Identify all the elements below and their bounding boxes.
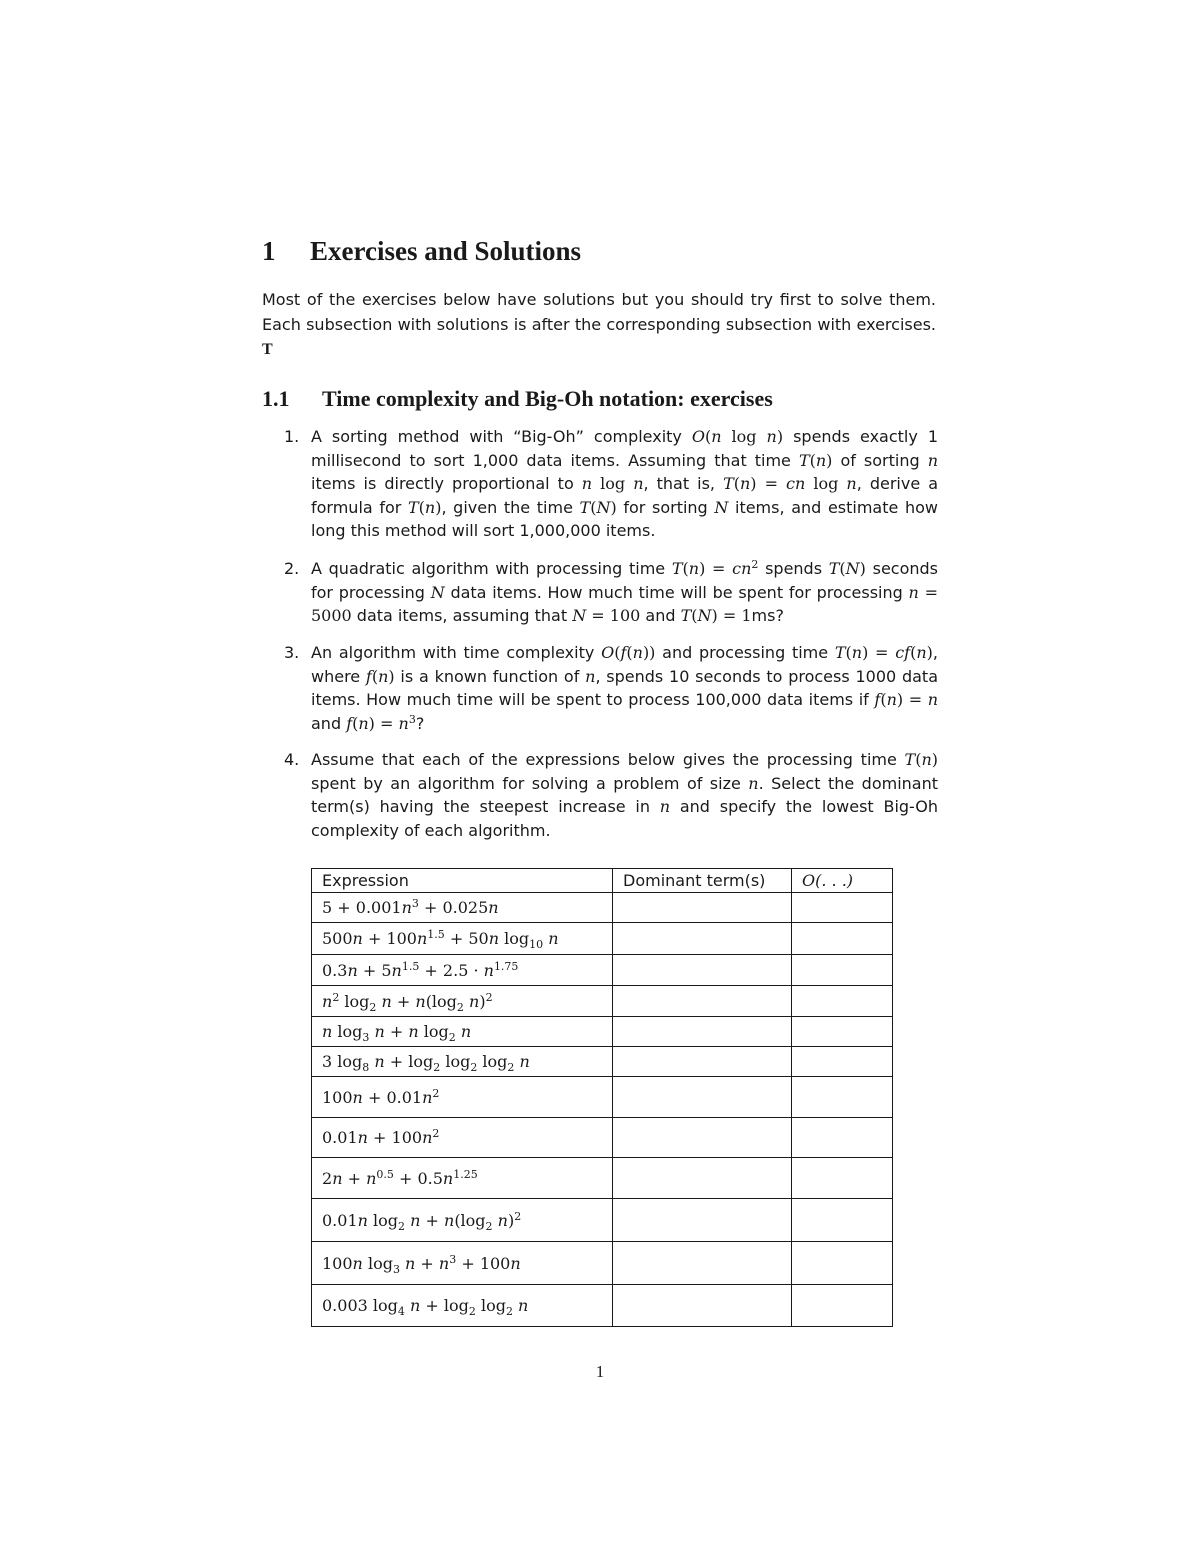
table-row bbox=[312, 1047, 893, 1077]
exercise-1 bbox=[284, 425, 938, 543]
expression-cell: $n^2$ $\log_2 n + n(\log_2$ n)$^2$ bbox=[312, 986, 613, 1017]
expression-cell: n $\log_3 n + n$ $\log_2 n$ bbox=[312, 1017, 613, 1047]
dominant-term-cell[interactable] bbox=[613, 1242, 792, 1285]
dominant-term-cell[interactable] bbox=[613, 1285, 792, 1327]
big-oh-cell[interactable] bbox=[792, 893, 893, 923]
big-oh-cell[interactable] bbox=[792, 986, 893, 1017]
dominant-term-cell[interactable] bbox=[613, 955, 792, 986]
big-oh-cell[interactable] bbox=[792, 1077, 893, 1118]
exercise-3 bbox=[284, 641, 938, 735]
column-header-big-oh: O(. . .) bbox=[792, 869, 893, 893]
expression-cell: 0.003 $\log_4 n + \log_2 \log_2 n$ bbox=[312, 1285, 613, 1327]
subsection-title: Time complexity and Big-Oh notation: exercises bbox=[322, 386, 773, 411]
dominant-term-cell[interactable] bbox=[613, 1017, 792, 1047]
exercise-number: 1. bbox=[284, 427, 300, 446]
big-oh-cell[interactable] bbox=[792, 1242, 893, 1285]
complexity-table bbox=[311, 868, 893, 1327]
big-oh-cell[interactable] bbox=[792, 955, 893, 986]
intro-paragraph bbox=[262, 288, 936, 363]
expression-cell: $5 + 0.001n^3 + 0.025n$ bbox=[312, 893, 613, 923]
dominant-term-cell[interactable] bbox=[613, 1199, 792, 1242]
table-row bbox=[312, 1017, 893, 1047]
subsection-number: 1.1 bbox=[262, 386, 290, 411]
big-oh-cell[interactable] bbox=[792, 923, 893, 955]
exercise-text: An algorithm with time complexity O(f(n)) and processing time T(n) = cf(n), where f(n) is a known function of n, spends 10 seconds to process 1000 data items. How much time will be spent to process 100,000 data items if f(n) = n and $f(n) = n^3$? bbox=[311, 643, 939, 733]
expression-cell: $0.3n + 5n^{1.5} + 2.5 \cdot n^{1.75}$ bbox=[312, 955, 613, 986]
column-header-dominant-terms: Dominant term(s) bbox=[613, 869, 792, 893]
dominant-term-cell[interactable] bbox=[613, 923, 792, 955]
dominant-term-cell[interactable] bbox=[613, 893, 792, 923]
exercise-text: Assume that each of the expressions below gives the processing time T(n) spent by an algorithm for solving a problem of size n. Select the dominant term(s) having the steepest increase in n and specify the lowest Big-Oh complexity of each algorithm. bbox=[311, 750, 939, 840]
dominant-term-cell[interactable] bbox=[613, 1077, 792, 1118]
expression-cell: $0.01n + 100n^2$ bbox=[312, 1118, 613, 1158]
exercise-text: A quadratic algorithm with processing time $T(n) = cn^2$ spends T(N) seconds for processing N data items. How much time will be spent for processing n = 5000 data items, assuming that N = 100 and T(N) = 1ms? bbox=[311, 558, 939, 625]
table-header-row bbox=[312, 869, 893, 893]
section-heading bbox=[262, 236, 962, 267]
subsection-heading bbox=[262, 386, 962, 412]
big-oh-cell[interactable] bbox=[792, 1199, 893, 1242]
dominant-term-cell[interactable] bbox=[613, 1047, 792, 1077]
table-row bbox=[312, 893, 893, 923]
expression-cell: $500n + 100n^{1.5} + 50n$ $\log_{10} n$ bbox=[312, 923, 613, 955]
section-number: 1 bbox=[262, 236, 276, 266]
big-oh-cell[interactable] bbox=[792, 1118, 893, 1158]
dominant-term-cell[interactable] bbox=[613, 986, 792, 1017]
big-oh-cell[interactable] bbox=[792, 1158, 893, 1199]
expression-cell: 100n $\log_3 n + n^3 + 100n$ bbox=[312, 1242, 613, 1285]
table-row bbox=[312, 1158, 893, 1199]
big-oh-cell[interactable] bbox=[792, 1017, 893, 1047]
dominant-term-cell[interactable] bbox=[613, 1118, 792, 1158]
table-row bbox=[312, 955, 893, 986]
table-row bbox=[312, 1285, 893, 1327]
expression-cell: 0.01n $\log_2 n + n(\log_2$ n)$^2$ bbox=[312, 1199, 613, 1242]
column-header-expression: Expression bbox=[312, 869, 613, 893]
expression-cell: 3 $\log_8 n + \log_2 \log_2 \log_2 n$ bbox=[312, 1047, 613, 1077]
exercise-2 bbox=[284, 557, 938, 628]
page-number: 1 bbox=[595, 1362, 605, 1381]
big-oh-cell[interactable] bbox=[792, 1047, 893, 1077]
intro-marker: T bbox=[262, 341, 273, 358]
table-row bbox=[312, 1242, 893, 1285]
table-row bbox=[312, 1199, 893, 1242]
big-oh-cell[interactable] bbox=[792, 1285, 893, 1327]
table-row bbox=[312, 1118, 893, 1158]
table-row bbox=[312, 1077, 893, 1118]
section-title: Exercises and Solutions bbox=[310, 236, 582, 266]
exercise-number: 2. bbox=[284, 559, 300, 578]
expression-cell: $2n + n^{0.5} + 0.5n^{1.25}$ bbox=[312, 1158, 613, 1199]
dominant-term-cell[interactable] bbox=[613, 1158, 792, 1199]
table-row bbox=[312, 923, 893, 955]
exercise-4 bbox=[284, 748, 938, 842]
intro-text: Most of the exercises below have solutions but you should try first to solve them. Each subsection with solutions is after the corresponding subsection with exercises. bbox=[262, 290, 936, 334]
exercise-number: 3. bbox=[284, 643, 300, 662]
exercise-text: A sorting method with “Big-Oh” complexity O(n log n) spends exactly 1 millisecond to sort 1,000 data items. Assuming that time T(n) of sorting n items is directly proportional to n log n, that is, T(n) = cn log n, derive a formula for T(n), given the time T(N) for sorting N items, and estimate how long this method will sort 1,000,000 items. bbox=[311, 427, 939, 540]
exercise-number: 4. bbox=[284, 750, 300, 769]
table-row bbox=[312, 986, 893, 1017]
expression-cell: $100n + 0.01n^2$ bbox=[312, 1077, 613, 1118]
